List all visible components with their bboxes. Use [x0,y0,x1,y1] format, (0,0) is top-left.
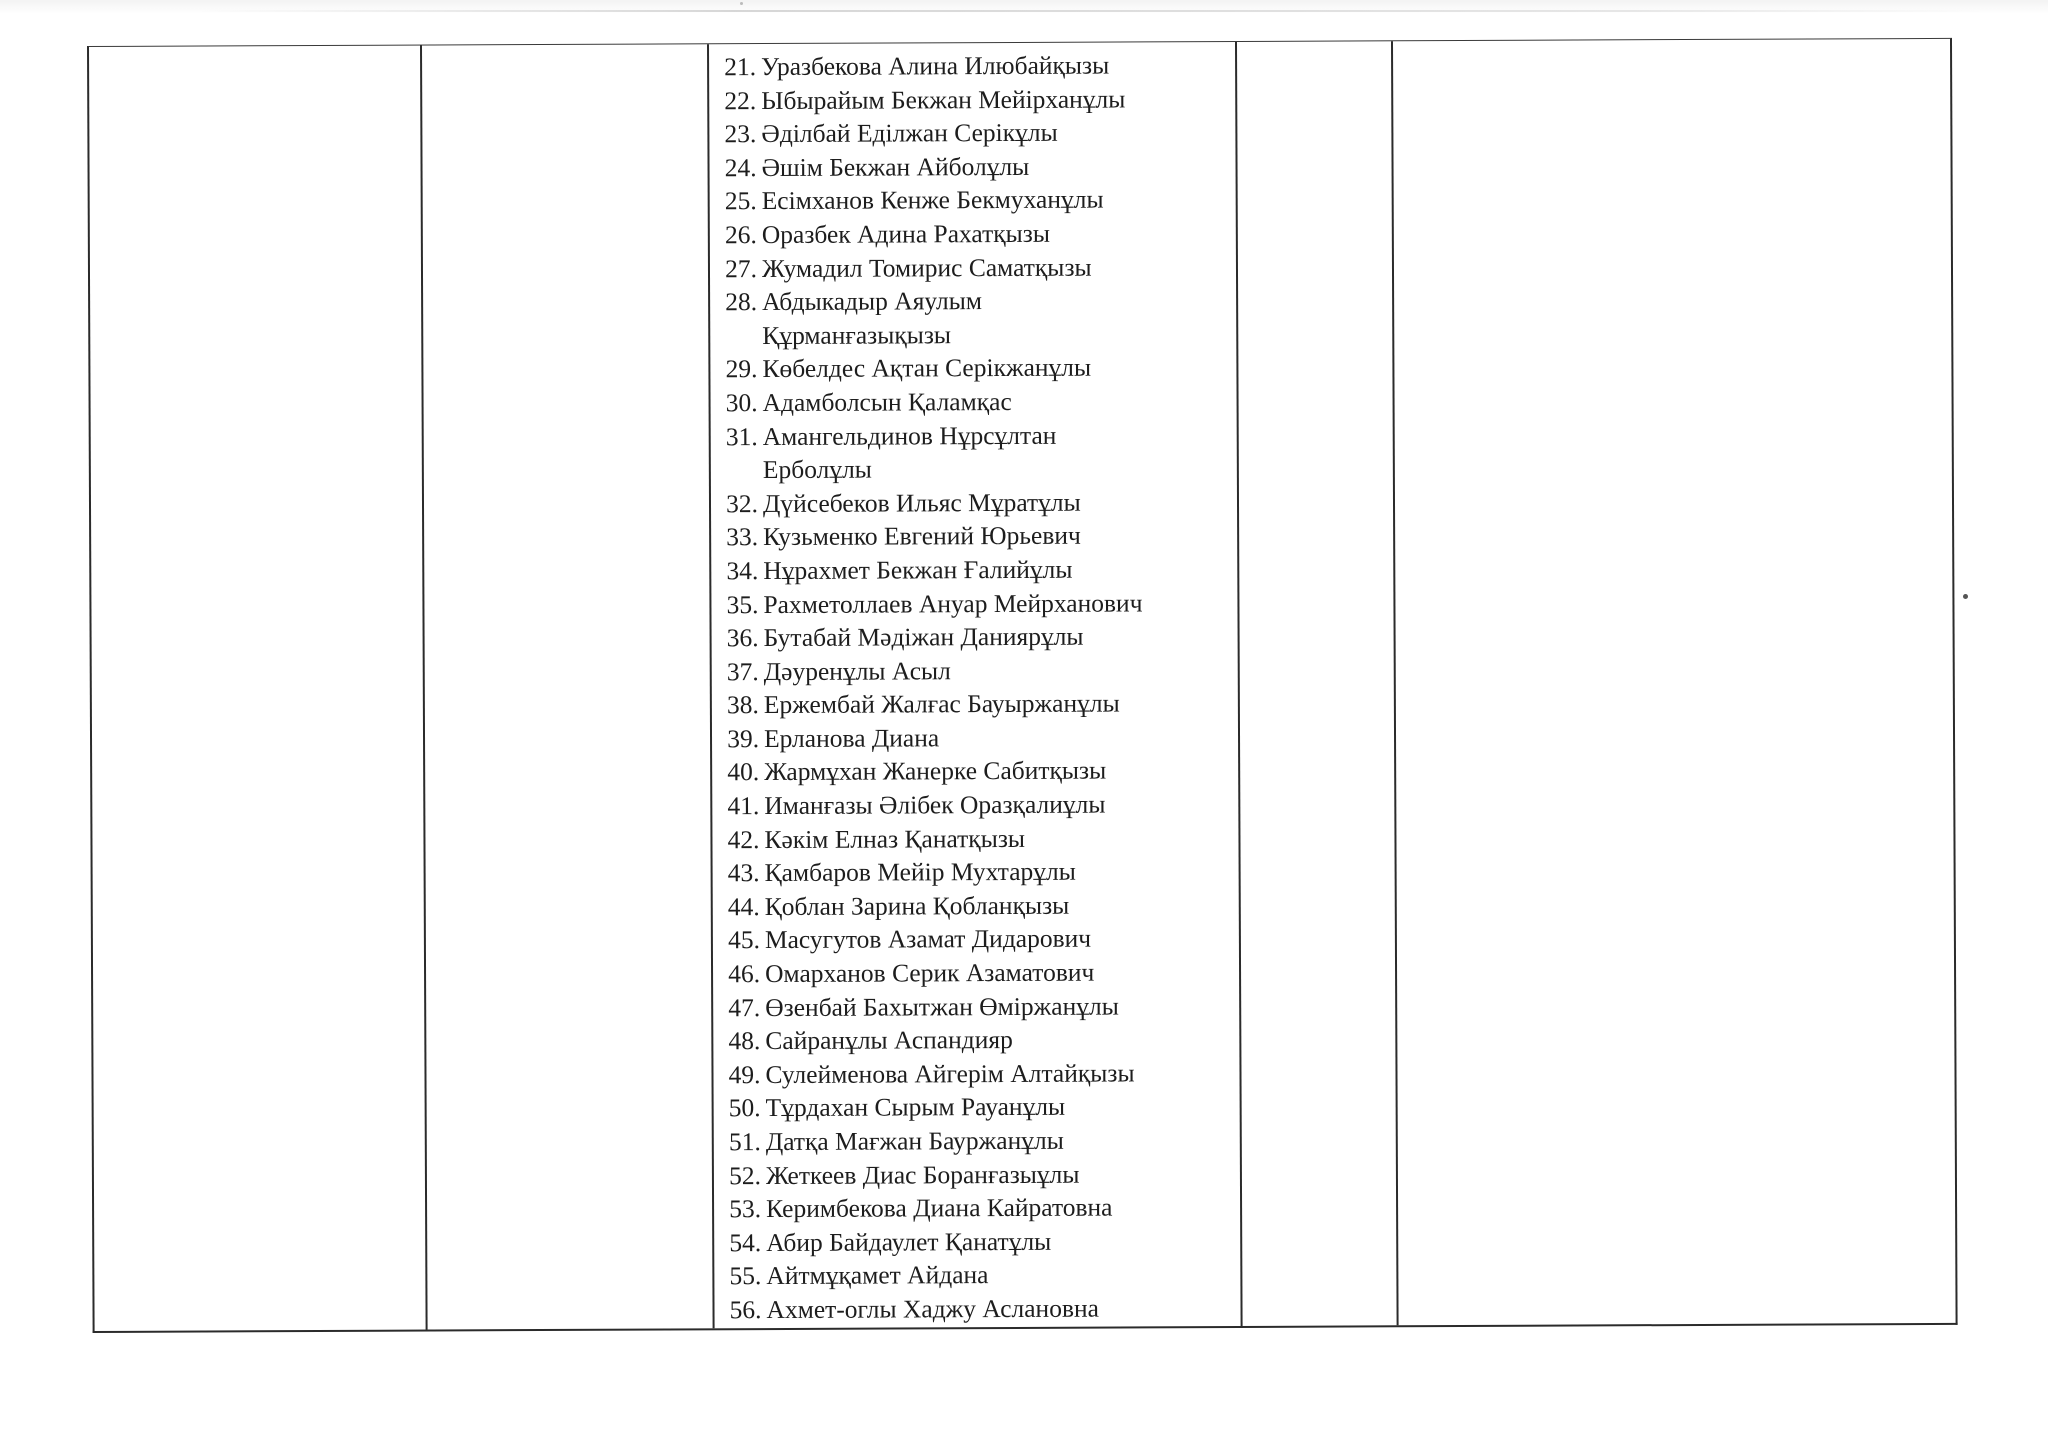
list-item [714,1190,1314,1226]
list-item [710,216,1310,252]
scan-speck [1963,594,1968,599]
list-item-number: 50. [728,1093,761,1123]
list-item-number: 23. [724,119,757,149]
list-item-number: 28. [725,287,758,317]
list-item-name: Дүйсебеков Ильяс Мұратұлы [762,487,1081,518]
list-item [709,115,1309,151]
list-item-number: 43. [727,858,760,888]
list-item-number: 31. [725,421,758,451]
list-item [713,1022,1313,1058]
list-item-name: Тұрдахан Сырым Рауанұлы [765,1092,1066,1123]
list-item [710,384,1310,420]
list-item-number: 48. [728,1026,761,1056]
list-item-number: 26. [724,220,757,250]
list-item-name: Сайранұлы Аспандияр [765,1025,1013,1056]
list-item-number: 33. [726,522,759,552]
list-item-name: Сулейменова Айгерім Алтайқызы [765,1058,1135,1089]
list-item-name: Датқа Мағжан Бауржанұлы [765,1125,1064,1157]
list-item-number: 39. [727,723,760,754]
list-item-number: 44. [727,891,760,922]
list-item [713,854,1313,890]
scan-speck [740,2,743,5]
list-item [711,484,1311,520]
list-item-name: Кәкім Елназ Қанатқызы [764,823,1026,854]
list-item-name: Жеткеев Диас Боранғазыұлы [765,1159,1080,1190]
list-item-name: Әшім Бекжан Айболұлы [761,151,1030,182]
list-item-name: Адамболсын Қаламқас [762,386,1012,417]
list-item [711,552,1311,588]
list-item [710,249,1310,285]
list-item-number: 53. [729,1194,762,1224]
list-item [712,787,1312,823]
list-item-name: Керимбекова Диана Кайратовна [766,1192,1113,1224]
names-column [709,48,1315,1327]
list-item-name: Рахметоллаев Ануар Мейрханович [763,587,1143,619]
list-item-name: Ержембай Жалғас Бауыржанұлы [763,688,1120,720]
list-item-name: Ыбырайым Бекжан Мейірханұлы [761,84,1126,115]
list-item-name: Қоблан Зарина Қобланқызы [764,890,1070,921]
list-item-name: Оразбек Адина Рахатқызы [761,218,1050,250]
list-item [713,921,1313,957]
list-item [714,1089,1314,1125]
list-item-number: 34. [726,555,759,586]
list-item-number: 46. [728,959,761,989]
list-item-number: 21. [724,52,757,82]
list-item [712,720,1312,756]
list-item [710,350,1310,386]
list-item-name: Нұрахмет Бекжан Ғалийұлы [763,554,1073,585]
list-item-number: 49. [728,1059,761,1090]
list-item [709,81,1309,117]
list-item-number: 38. [726,690,759,720]
list-item [710,182,1310,218]
list-item-number: 35. [726,589,759,619]
list-item-number: 32. [726,488,759,518]
list-item [712,686,1312,722]
list-item-number: 36. [726,623,759,653]
list-item [714,1291,1314,1327]
list-item-number: 37. [726,656,759,686]
name-list [709,48,1315,1327]
list-item-number: 54. [729,1227,762,1257]
list-item [713,1055,1313,1091]
list-item-name: Ерланова Диана [763,723,940,753]
column-divider-4 [1391,41,1399,1325]
list-item-number: 25. [724,186,757,216]
list-item-name: Уразбекова Алина Илюбайқызы [761,50,1110,82]
list-item-number: 30. [725,388,758,418]
list-item-name: Қамбаров Мейір Мухтарұлы [764,856,1076,888]
list-item-number: 56. [729,1295,762,1325]
list-item-number: 51. [728,1127,761,1157]
list-item-number: 40. [727,757,760,787]
list-item [713,988,1313,1024]
list-item [712,753,1312,789]
list-item-name: Кузьменко Евгений Юрьевич [763,520,1081,552]
list-item-name: Иманғазы Әлібек Оразқалиұлы [764,789,1106,821]
list-item-name: Бутабай Мәдіжан Даниярұлы [763,621,1084,653]
column-divider-1 [420,46,428,1330]
list-item-name: Көбелдес Ақтан Серікжанұлы [762,352,1092,384]
list-item-number: 27. [725,253,758,283]
list-item [709,148,1309,184]
list-item-number: 24. [724,152,757,182]
document-table [87,38,1958,1333]
list-item [710,283,1310,353]
list-item-name: Әділбай Еділжан Серікұлы [761,117,1058,149]
list-item-name: Есімханов Кенже Бекмуханұлы [761,184,1104,216]
list-item [714,1223,1314,1259]
list-item-name: Айтмұқамет Айдана [766,1260,989,1291]
list-item [709,48,1309,84]
list-item-name: Ахмет-оглы Хаджу Аслановна [766,1293,1099,1325]
list-item [712,820,1312,856]
list-item-name: Амангельдинов Нұрсұлтан Ерболұлы [762,420,1057,485]
list-item [712,652,1312,688]
list-item [713,888,1313,924]
list-item-number: 52. [728,1160,761,1190]
list-item-number: 55. [729,1261,762,1291]
list-item [713,955,1313,991]
list-item [714,1257,1314,1293]
list-item-name: Масугутов Азамат Дидарович [764,924,1092,955]
scan-edge-line [200,10,1980,12]
list-item [711,417,1311,487]
list-item [711,585,1311,621]
list-item-name: Жармұхан Жанерке Сабитқызы [764,756,1107,787]
list-item-number: 47. [728,992,761,1022]
list-item-number: 45. [727,925,760,955]
list-item [711,518,1311,554]
list-item-name: Дәуренұлы Асыл [763,655,951,686]
list-item-name: Жумадил Томирис Саматқызы [761,252,1092,283]
list-item-name: Абир Байдаулет Қанатұлы [766,1226,1052,1257]
list-item-name: Өзенбай Бахытжан Өміржанұлы [765,991,1119,1022]
list-item-number: 29. [725,354,758,384]
list-item-name: Абдыкадыр Аяулым Құрманғазықызы [762,286,983,350]
list-item-name: Омарханов Серик Азаматович [764,957,1095,989]
list-item [714,1156,1314,1192]
list-item [712,619,1312,655]
list-item-number: 42. [727,824,760,854]
list-item [714,1123,1314,1159]
list-item-number: 22. [724,85,757,115]
list-item-number: 41. [727,791,760,821]
